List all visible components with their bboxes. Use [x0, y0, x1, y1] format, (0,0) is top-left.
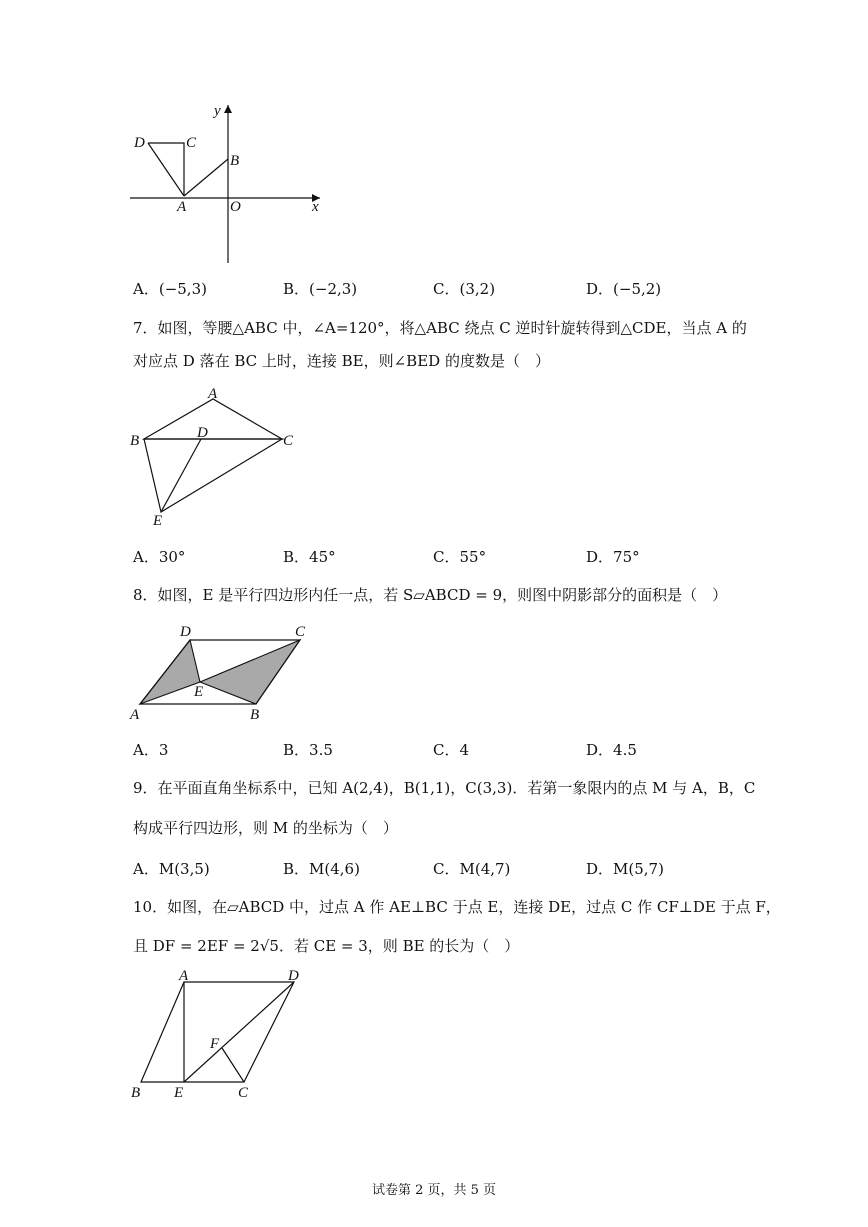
- label-c: C: [186, 135, 197, 151]
- page-footer: 试卷第 2 页，共 5 页: [371, 1183, 497, 1198]
- label-c: C: [283, 433, 294, 449]
- q8-option-d[interactable]: D．4.5: [586, 741, 637, 759]
- label-f: F: [210, 1036, 220, 1052]
- q8-option-a[interactable]: A．3: [133, 741, 169, 759]
- label-d: D: [288, 968, 299, 984]
- q8-parallelogram-figure: [126, 620, 326, 725]
- q7-option-d[interactable]: D．75°: [586, 548, 640, 566]
- label-b: B: [250, 707, 260, 723]
- q8-stem-line1: 8．如图，E 是平行四边形内任一点，若 S▱ABCD = 9，则图中阴影部分的面积是（ ）: [133, 586, 728, 604]
- label-o: O: [230, 199, 241, 215]
- q7-stem-line2: 对应点 D 落在 BC 上时，连接 BE，则∠BED 的度数是（ ）: [133, 352, 550, 370]
- q9-option-d[interactable]: D．M(5,7): [586, 860, 664, 878]
- q9-option-a[interactable]: A．M(3,5): [133, 860, 210, 878]
- label-y: y: [214, 103, 221, 119]
- label-d: D: [134, 135, 145, 151]
- label-d: D: [197, 425, 208, 441]
- label-c: C: [295, 624, 306, 640]
- q6-option-b[interactable]: B．(−2,3): [283, 280, 358, 298]
- q7-option-a[interactable]: A．30°: [133, 548, 186, 566]
- q10-parallelogram-figure: [126, 968, 316, 1103]
- label-b: B: [130, 433, 140, 449]
- q6-option-d[interactable]: D．(−5,2): [586, 280, 662, 298]
- q9-option-c[interactable]: C．M(4,7): [433, 860, 511, 878]
- label-b: B: [230, 153, 240, 169]
- q6-coordinate-figure: [120, 95, 330, 270]
- label-c: C: [238, 1085, 249, 1101]
- q9-option-b[interactable]: B．M(4,6): [283, 860, 360, 878]
- label-d: D: [180, 624, 191, 640]
- q10-stem-line1: 10．如图，在▱ABCD 中，过点 A 作 AE⊥BC 于点 E，连接 DE，过点 C 作 CF⊥DE 于点 F，: [133, 898, 781, 916]
- label-a: A: [179, 968, 189, 984]
- label-a: A: [208, 386, 218, 402]
- label-b: B: [131, 1085, 141, 1101]
- label-e: E: [153, 513, 163, 529]
- q9-stem-line1: 9．在平面直角坐标系中，已知 A(2,4)，B(1,1)，C(3,3)．若第一象限内的点 M 与 A，B，C: [133, 779, 756, 797]
- label-e: E: [174, 1085, 184, 1101]
- q8-option-c[interactable]: C．4: [433, 741, 470, 759]
- q7-stem-line1: 7．如图，等腰△ABC 中，∠A=120°，将△ABC 绕点 C 逆时针旋转得到△CDE，当点 A 的: [133, 319, 747, 337]
- q7-option-b[interactable]: B．45°: [283, 548, 336, 566]
- label-e: E: [194, 684, 204, 700]
- q8-option-b[interactable]: B．3.5: [283, 741, 333, 759]
- q7-option-c[interactable]: C．55°: [433, 548, 487, 566]
- label-a: A: [177, 199, 187, 215]
- label-x: x: [312, 199, 319, 215]
- q10-stem-line2: 且 DF = 2EF = 2√5．若 CE = 3，则 BE 的长为（ ）: [133, 937, 520, 955]
- label-a: A: [130, 707, 140, 723]
- q7-triangle-figure: [126, 384, 306, 529]
- q6-option-a[interactable]: A．(−5,3): [133, 280, 207, 298]
- q6-option-c[interactable]: C．(3,2): [433, 280, 496, 298]
- q9-stem-line2: 构成平行四边形，则 M 的坐标为（ ）: [133, 819, 398, 837]
